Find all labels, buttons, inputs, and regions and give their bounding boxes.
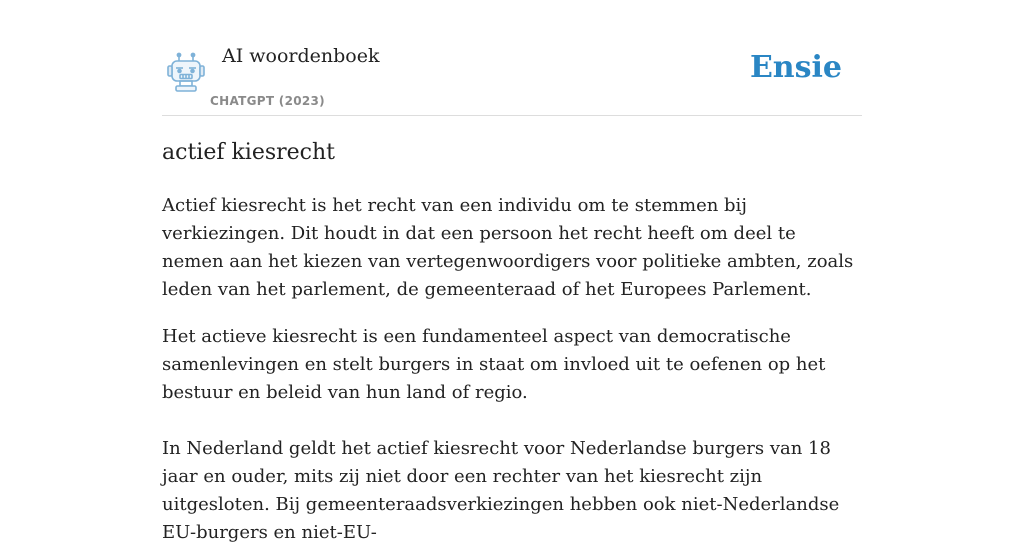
ensie-logo[interactable]: Ensie	[749, 50, 842, 85]
definition-paragraph: Actief kiesrecht is het recht van een individu om te stemmen bij verkiezingen. Dit houdt in dat een persoon het recht heeft om deel te nemen aan het kiezen van vertegenwoordigers voor politieke ambten, zoals leden van het parlement, de gemeenteraad of het Europees Parlement.	[162, 195, 854, 300]
entry-header	[162, 40, 862, 116]
definition-paragraph: In Nederland geldt het actief kiesrecht voor Nederlandse burgers van 18 jaar en ouder, mits zij niet door een rechter van het kiesrecht zijn uitgesloten. Bij gemeenteraadsverkiezingen hebben ook niet-Nederlandse EU-burgers en niet-EU-	[162, 438, 840, 543]
entry-definition	[162, 192, 862, 547]
source-subtitle: CHATGPT (2023)	[210, 94, 325, 108]
entry-term: actief kiesrecht	[162, 140, 336, 165]
source-title[interactable]: AI woordenboek	[222, 45, 380, 67]
robot-icon	[166, 52, 206, 92]
definition-paragraph: Het actieve kiesrecht is een fundamenteel aspect van democratische samenlevingen en stelt burgers in staat om invloed uit te oefenen op het bestuur en beleid van hun land of regio.	[162, 326, 826, 403]
